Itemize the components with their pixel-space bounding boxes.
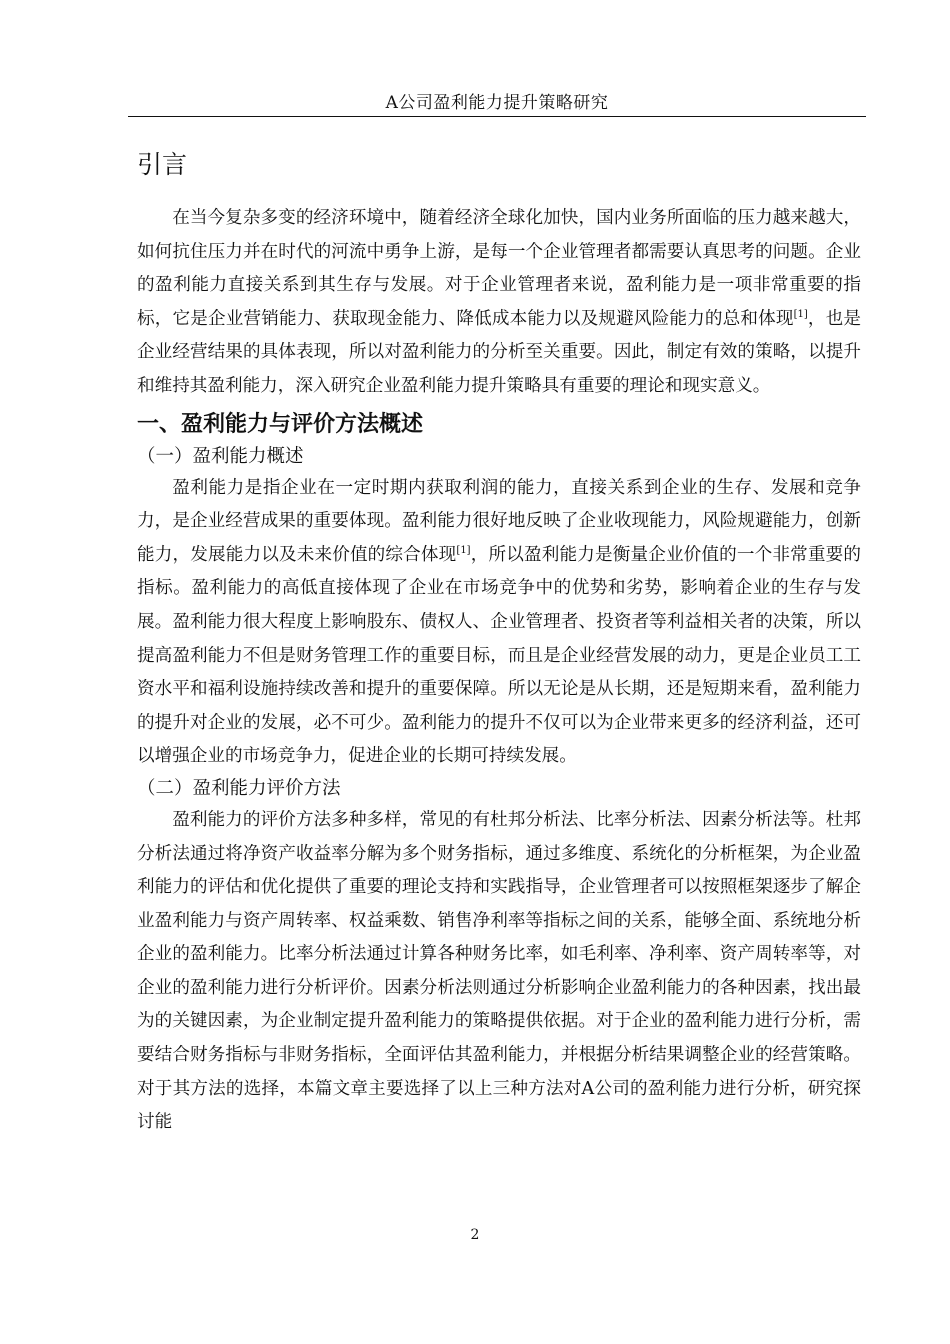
subsection-1-text-a: 盈利能力是指企业在一定时期内获取利润的能力，直接关系到企业的生存、发展和竞争力，是企业经营成果的重要体现。盈利能力很好地反映了企业收现能力，风险规避能力，创新能力，发展能力以及未来价值的综合体现: [137, 477, 861, 565]
section-1-heading: 一、盈利能力与评价方法概述: [137, 411, 424, 437]
document-body: [137, 140, 861, 1140]
subsection-2-paragraph: 盈利能力的评价方法多种多样，常见的有杜邦分析法、比率分析法、因素分析法等。杜邦分析法通过将净资产收益率分解为多个财务指标，通过多维度、系统化的分析框架，为企业盈利能力的评估和优化提供了重要的理论支持和实践指导，企业管理者可以按照框架逐步了解企业盈利能力与资产周转率、权益乘数、销售净利率等指标之间的关系，能够全面、系统地分析企业的盈利能力。比率分析法通过计算各种财务比率，如毛利率、净利率、资产周转率等，对企业的盈利能力进行分析评价。因素分析法则通过分析影响企业盈利能力的各种因素，找出最为的关键因素，为企业制定提升盈利能力的策略提供依据。对于企业的盈利能力进行分析，需要结合财务指标与非财务指标，全面评估其盈利能力，并根据分析结果调整企业的经营策略。对于其方法的选择，本篇文章主要选择了以上三种方法对A公司的盈利能力进行分析，研究探讨能: [137, 809, 861, 1133]
intro-paragraph-text-b: ，也是企业经营结果的具体表现，所以对盈利能力的分析至关重要。因此，制定有效的策略，以提升和维持其盈利能力，深入研究企业盈利能力提升策略具有重要的理论和现实意义。: [137, 308, 861, 396]
intro-paragraph-text-a: 在当今复杂多变的经济环境中，随着经济全球化加快，国内业务所面临的压力越来越大，如何抗住压力并在时代的河流中勇争上游，是每一个企业管理者都需要认真思考的问题。企业的盈利能力直接关系到其生存与发展。对于企业管理者来说，盈利能力是一项非常重要的指标，它是企业营销能力、获取现金能力、降低成本能力以及规避风险能力的总和体现: [137, 208, 861, 329]
subsection-1-text-b: ，所以盈利能力是衡量企业价值的一个非常重要的指标。盈利能力的高低直接体现了企业在市场竞争中的优势和劣势，影响着企业的生存与发展。盈利能力很大程度上影响股东、债权人、企业管理者、投资者等利益相关者的决策，所以提高盈利能力不但是财务管理工作的重要目标，而且是企业经营发展的动力，更是企业员工工资水平和福利设施持续改善和提升的重要保障。所以无论是从长期，还是短期来看，盈利能力的提升对企业的发展，必不可少。盈利能力的提升不仅可以为企业带来更多的经济利益，还可以增强企业的市场竞争力，促进企业的长期可持续发展。: [137, 544, 861, 767]
page-number: 2: [470, 1227, 480, 1243]
subsection-1-paragraph: [137, 472, 861, 774]
intro-paragraph: [137, 202, 861, 404]
citation-ref: [1]: [456, 544, 471, 556]
intro-heading: 引言: [137, 150, 188, 179]
running-header: [128, 92, 866, 117]
running-header-title: A公司盈利能力提升策略研究: [385, 93, 609, 113]
citation-ref: [1]: [793, 308, 808, 320]
subsection-1-heading: （一）盈利能力概述: [137, 445, 304, 467]
subsection-2-heading: （二）盈利能力评价方法: [137, 777, 341, 799]
